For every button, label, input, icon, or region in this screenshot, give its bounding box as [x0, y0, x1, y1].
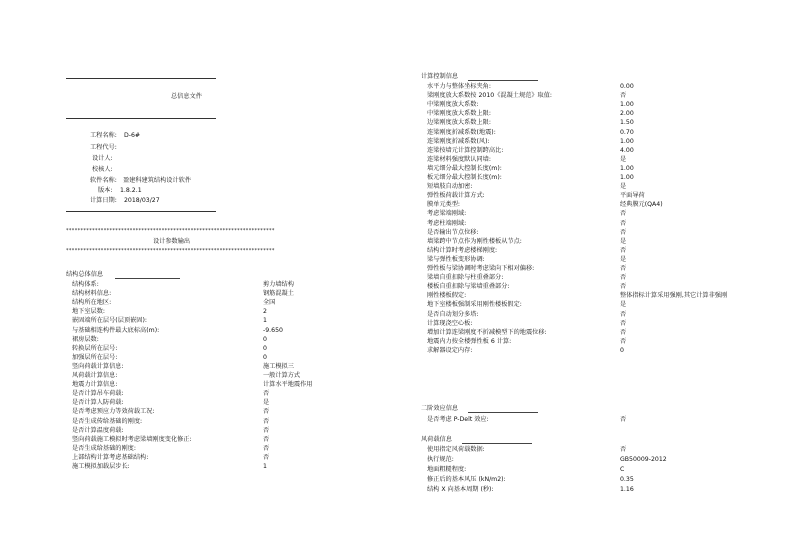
project-field-label: 软件名称:	[90, 177, 117, 184]
section-underline	[115, 278, 180, 279]
control-row-label: 梁墙自重扣除与柱重叠部分:	[427, 274, 504, 282]
structure-row-label: 嵌固端所在层号(层顶嵌固):	[72, 317, 147, 325]
structure-row-value: 否	[263, 390, 270, 398]
control-row-label: 连梁刚度折减系数(风):	[427, 137, 490, 145]
star-line-bottom: ************************************************************************	[66, 248, 275, 254]
structure-row-label: 结构所在地区:	[72, 299, 112, 307]
structure-row-label: 竖向荷载计算信息:	[72, 362, 124, 370]
control-row-value: 是	[620, 155, 627, 163]
project-divider	[66, 211, 216, 212]
structure-row-value: 否	[263, 444, 270, 452]
project-field-label: 工程代号:	[90, 144, 117, 151]
structure-row-value: -9.650	[263, 326, 283, 334]
control-row-label: 中梁刚度放大系数上限:	[427, 110, 491, 118]
control-row-value: 1.00	[620, 174, 634, 181]
control-row-value: 经典膜元(QA4)	[620, 201, 663, 209]
project-field-label: 计算日期:	[90, 197, 117, 204]
control-row-label: 求解器设定内存:	[427, 346, 473, 354]
structure-row-value: 施工模拟三	[263, 362, 294, 370]
control-row-label: 板元细分最大控制长度(m):	[427, 174, 502, 181]
section-title-wind: 风荷载信息	[421, 436, 452, 443]
control-row-value: 整体指标计算采用强刚,其它计算非强刚	[620, 292, 728, 300]
control-row-value: 是	[620, 301, 627, 309]
wind-row-value: 1.16	[620, 486, 634, 493]
project-field-value: 盈建科建筑结构设计软件	[123, 177, 192, 184]
control-row-value: 1.50	[620, 119, 634, 127]
structure-row-label: 与基础相连构件最大底标高(m):	[72, 326, 160, 334]
wind-row-value: GB50009-2012	[620, 456, 667, 463]
control-row-value: 否	[620, 328, 627, 336]
structure-row-label: 竖向荷载施工模拟时考虑梁墙刚度变化修正:	[72, 435, 192, 443]
control-row-value: 1.00	[620, 101, 634, 109]
wind-row-label: 地面粗糙程度:	[427, 466, 467, 473]
project-field-label: 工程名称:	[90, 132, 117, 139]
structure-row-label: 加强层所在层号:	[72, 353, 118, 361]
structure-row-value: 0	[263, 344, 267, 352]
structure-row-label: 转换层所在层号:	[72, 344, 118, 352]
section-underline	[462, 443, 532, 444]
structure-row-value: 一般计算方式	[263, 372, 301, 379]
control-row-label: 是否输出节点位移:	[427, 228, 479, 236]
project-field-value: 1.8.2.1	[120, 187, 142, 194]
control-row-value: 2.00	[620, 110, 634, 118]
structure-row-label: 施工模拟加载层步长:	[72, 463, 130, 470]
structure-row-value: 计算水平地震作用	[263, 381, 313, 389]
control-row-label: 结构计算时考虑楼梯刚度:	[427, 246, 498, 254]
file-title: 总信息文件	[171, 93, 202, 100]
structure-row-value: 1	[263, 463, 267, 470]
structure-row-label: 地下室层数:	[72, 308, 106, 316]
control-row-value: 是	[620, 183, 627, 191]
project-field-value: 2018/03/27	[124, 197, 160, 204]
structure-row-value: 0	[263, 353, 267, 361]
control-row-label: 刚性楼板假定:	[427, 292, 467, 300]
structure-row-value: 否	[263, 408, 270, 416]
control-row-value: 否	[620, 228, 627, 236]
structure-row-label: 是否计算温度荷载:	[72, 426, 124, 434]
structure-row-label: 上部结构计算考虑基础结构:	[72, 453, 149, 461]
control-row-label: 短墙肢自动加密:	[427, 183, 473, 191]
control-row-value: 0.00	[620, 83, 634, 90]
structure-row-value: 否	[263, 435, 270, 443]
project-field-label: 版本:	[98, 187, 113, 194]
structure-row-value: 2	[263, 308, 267, 316]
control-row-label: 墙元细分最大控制长度(m):	[427, 164, 502, 172]
structure-row-label: 风荷载计算信息:	[72, 372, 118, 379]
structure-row-label: 是否考虑预应力等效荷载工况:	[72, 408, 155, 416]
title-divider	[66, 118, 216, 119]
control-row-label: 边梁刚度放大系数上限:	[427, 119, 491, 127]
structure-row-label: 是否计算人防荷载:	[72, 399, 124, 407]
second-order-row-value: 否	[620, 416, 627, 423]
structure-row-value: 全国	[263, 299, 276, 307]
control-row-value: 否	[620, 210, 627, 218]
control-row-label: 连梁按墙元计算控制跨高比:	[427, 146, 504, 154]
section-underline	[468, 412, 538, 413]
control-row-value: 否	[620, 319, 627, 327]
wind-row-value: C	[620, 466, 625, 473]
control-row-label: 考虑柱端刚域:	[427, 219, 467, 227]
control-row-label: 中梁刚度放大系数:	[427, 101, 479, 109]
control-row-value: 否	[620, 246, 627, 254]
section-title-structure: 结构总体信息	[66, 271, 104, 278]
control-row-value: 否	[620, 283, 627, 291]
structure-row-value: 1	[263, 317, 267, 325]
control-row-label: 水平力与整体坐标夹角:	[427, 83, 491, 90]
second-order-row-label: 是否考虑 P-Delt 效应:	[427, 416, 489, 423]
structure-row-value: 钢筋混凝土	[263, 290, 294, 298]
control-row-label: 计算现浇空心板:	[427, 319, 473, 327]
wind-row-value: 0.35	[620, 476, 634, 483]
control-row-value: 1.00	[620, 137, 634, 145]
project-field-value: D-6#	[124, 132, 141, 139]
control-row-label: 地震内力按全楼弹性板 6 计算:	[427, 337, 512, 345]
control-row-value: 0.70	[620, 128, 634, 136]
control-row-value: 否	[620, 265, 627, 272]
control-row-label: 梁刚度放大系数按 2010《混凝土规范》取值:	[427, 92, 552, 100]
structure-row-label: 地震力计算信息:	[72, 381, 118, 389]
control-row-label: 墙梁跨中节点作为刚性楼板从节点:	[427, 237, 522, 245]
structure-row-label: 是否生成给基础的刚度:	[72, 444, 136, 452]
control-row-value: 否	[620, 219, 627, 227]
control-row-label: 连梁刚度折减系数(地震):	[427, 128, 496, 136]
control-row-label: 弹性板与梁协调时考虑梁向下相对偏移:	[427, 265, 535, 272]
wind-row-label: 执行规范:	[427, 456, 454, 463]
wind-row-value: 否	[620, 446, 627, 453]
wind-row-label: 修正后的基本风压 (kN/m2):	[427, 476, 506, 483]
control-row-value: 4.00	[620, 146, 634, 154]
structure-row-label: 是否计算吊车荷载:	[72, 390, 124, 398]
structure-row-label: 结构材料信息:	[72, 290, 112, 298]
control-row-value: 否	[620, 310, 627, 318]
control-row-value: 否	[620, 337, 627, 345]
control-row-value: 1.00	[620, 164, 634, 172]
wind-row-label: 使用指定风荷载数据:	[427, 446, 485, 453]
control-row-label: 地下室楼板强制采用刚性楼板假定:	[427, 301, 522, 309]
structure-row-label: 结构体系:	[72, 281, 99, 288]
control-row-label: 楼板自重扣除与梁墙重叠部分:	[427, 283, 510, 291]
control-row-value: 平面导荷	[620, 192, 645, 200]
project-field-label: 校核人:	[92, 166, 113, 173]
structure-row-value: 0	[263, 335, 267, 343]
wind-row-label: 结构 X 向基本周期 (秒):	[427, 486, 494, 493]
structure-row-value: 剪力墙结构	[263, 281, 294, 288]
section-underline	[468, 80, 538, 81]
control-row-label: 弹性板荷载计算方式:	[427, 192, 485, 200]
star-line-top: ************************************************************************	[66, 228, 275, 234]
control-row-label: 连梁材料强度默认同墙:	[427, 155, 491, 163]
structure-row-value: 否	[263, 417, 270, 425]
structure-row-value: 否	[263, 453, 270, 461]
project-field-label: 设计人:	[92, 155, 113, 162]
structure-row-value: 否	[263, 426, 270, 434]
section-title-control: 计算控制信息	[421, 73, 459, 80]
control-row-value: 0	[620, 346, 624, 354]
top-divider	[66, 78, 216, 79]
structure-row-label: 是否生成传给基础的刚度:	[72, 417, 143, 425]
control-row-value: 否	[620, 92, 627, 100]
control-row-value: 是	[620, 255, 627, 263]
control-row-label: 考虑梁端刚域:	[427, 210, 467, 218]
structure-row-value: 是	[263, 399, 270, 407]
control-row-label: 膜单元类型:	[427, 201, 461, 209]
section-title-second-order: 二阶效应信息	[421, 405, 459, 412]
design-output-title: 设计参数输出	[153, 238, 191, 245]
control-row-label: 是否自动划分多塔:	[427, 310, 479, 318]
control-row-label: 增加计算连梁刚度不折减模型下的地震位移:	[427, 328, 547, 336]
structure-row-label: 裙房层数:	[72, 335, 99, 343]
control-row-value: 否	[620, 274, 627, 282]
control-row-value: 是	[620, 237, 627, 245]
control-row-label: 梁与弹性板变形协调:	[427, 255, 485, 263]
